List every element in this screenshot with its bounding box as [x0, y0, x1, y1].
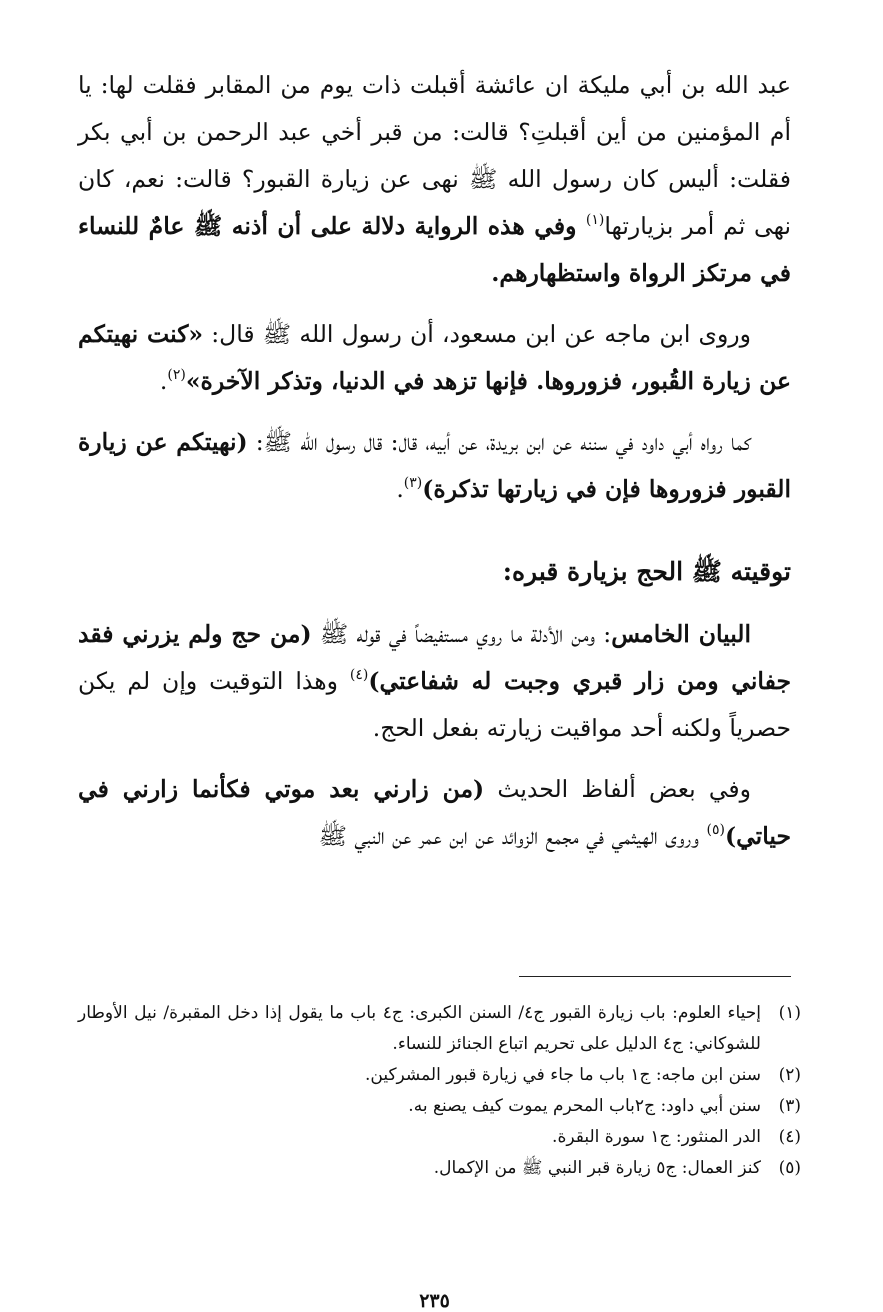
footnote-ref-3: (٣) [403, 475, 423, 491]
paragraph-end: . [396, 475, 404, 503]
paragraph-abu-dawud [78, 419, 791, 513]
paragraph-hadith-variants [78, 766, 791, 860]
footnote [78, 1060, 801, 1091]
paragraph-text: عبد الله بن أبي مليكة ان عائشة أقبلت ذات يوم من المقابر فقلت لها: يا أم المؤمنين من أين أقبلتِ؟ قالت: من قبر أخي عبد الرحمن بن أبي بكر فقلت: أليس كان رسول الله ﷺ نهى عن زيارة القبور؟ قالت: نعم، كان نهى ثم أمر بزيارتها [78, 71, 791, 240]
paragraph-text: وفي بعض ألفاظ الحديث [484, 775, 751, 803]
footnote-number: (٥) [778, 1158, 801, 1178]
footnotes [78, 998, 801, 1184]
paragraph-end: . [159, 367, 168, 395]
footnote-separator [519, 976, 791, 977]
footnote [78, 1122, 801, 1153]
hadith-quote: (نهيتكم عن زيارة القبور فزوروها فإن في زيارتها تذكرة) [78, 428, 791, 503]
paragraph-emphasis: وفي هذه الرواية دلالة على أن أذنه ﷺ عامٌ للنساء في مرتكز الرواة واستظهارهم. [78, 212, 791, 287]
paragraph-fifth-statement [78, 611, 791, 752]
footnote-ref-4: (٤) [349, 667, 369, 683]
footnote-text: سنن ابن ماجه: ج١ باب ما جاء في زيارة قبور المشركين. [364, 1065, 761, 1085]
section-heading: توقيته ﷺ الحج بزيارة قبره: [502, 557, 791, 586]
hadith-quote: «كنت نهيتكم عن زيارة القُبور، فزوروها. فإنها تزهد في الدنيا، وتذكر الآخرة» [78, 320, 791, 395]
page-number: ٢٣٥ [419, 1290, 450, 1312]
footnote-text: إحياء العلوم: باب زيارة القبور ج٤/ السنن الكبرى: ج٤ باب ما يقول إذا دخل المقبرة/ نيل الأوطار للشوكاني: ج٤ الدليل على تحريم اتباع الجنائز للنساء. [78, 1003, 762, 1054]
paragraph-text: كما رواه أبي داود في سننه عن ابن بريدة، عن أبيه، قال: قال رسول الله ﷺ: [247, 428, 751, 456]
footnote-text: الدر المنثور: ج١ سورة البقرة. [552, 1127, 761, 1147]
paragraph-text: وروى ابن ماجه عن ابن مسعود، أن رسول الله ﷺ قال: [203, 320, 751, 348]
footnote-ref-5: (٥) [706, 822, 725, 838]
footnote-text: كنز العمال: ج٥ زيارة قبر النبي ﷺ من الإكمال. [433, 1158, 761, 1178]
footnote-number: (٢) [778, 1065, 801, 1085]
footnote-number: (٤) [778, 1127, 801, 1147]
footnote-ref-2: (٢) [167, 367, 186, 383]
paragraph-ibn-majah [78, 311, 791, 405]
paragraph-tail: وروى الهيثمي في مجمع الزوائد عن ابن عمر عن النبي ﷺ [318, 822, 707, 850]
footnote-number: (٣) [778, 1096, 801, 1116]
footnote-ref-1: (١) [585, 212, 605, 228]
statement-label: البيان الخامس [611, 620, 751, 648]
hadith-quote: (من حج ولم يزرني فقد جفاني ومن زار قبري وجبت له شفاعتي) [78, 620, 791, 695]
footnote-number: (١) [778, 1003, 801, 1023]
footnote [78, 998, 801, 1060]
paragraph-text: : ومن الأدلة ما روي مستفيضاً في قوله ﷺ [311, 620, 612, 648]
footnote [78, 1153, 801, 1184]
paragraph-aisha-narration [78, 62, 791, 297]
page-body [78, 62, 801, 1312]
hadith-quote: (من زارني بعد موتي فكأنما زارني في حياتي) [78, 775, 791, 850]
paragraph-tail: وهذا التوقيت وإن لم يكن حصرياً ولكنه أحد مواقيت زيارته بفعل الحج. [78, 667, 791, 742]
footnote-text: سنن أبي داود: ج٢باب المحرم يموت كيف يصنع به. [408, 1096, 761, 1116]
footnote [78, 1091, 801, 1122]
